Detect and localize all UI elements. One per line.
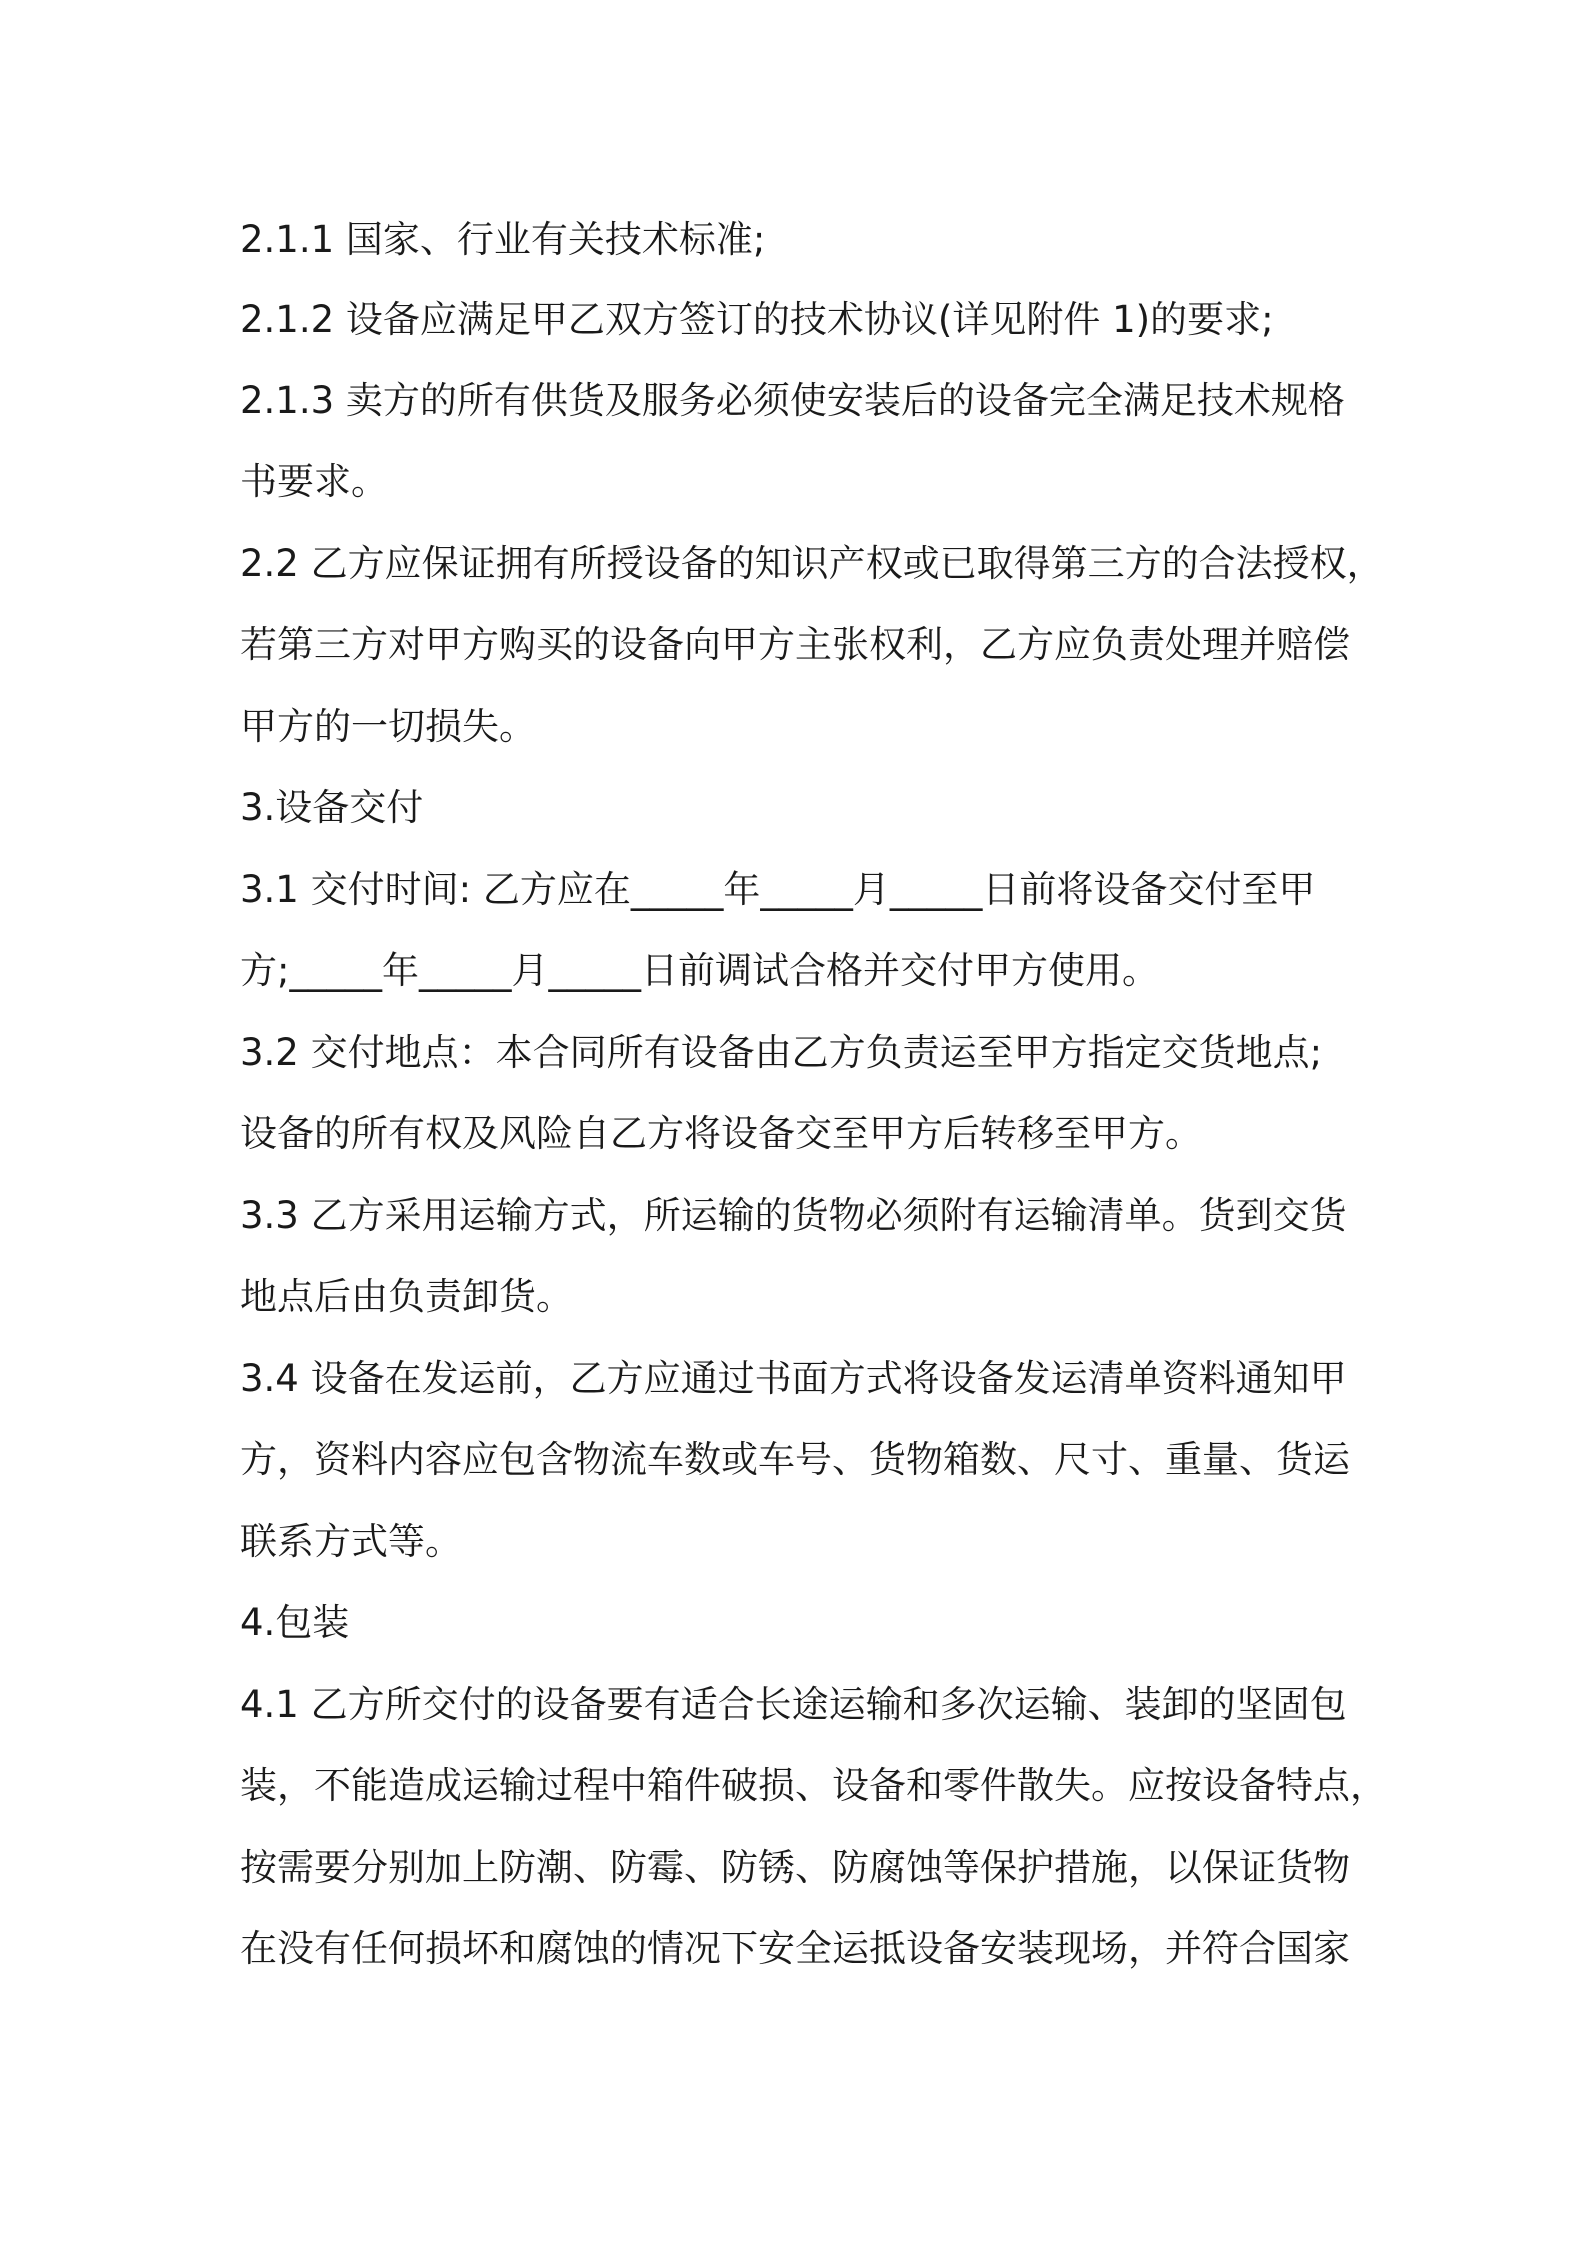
- clause-2-1-2: 2.1.2 设备应满足甲乙双方签订的技术协议(详见附件 1)的要求;: [240, 298, 1274, 341]
- section-4-heading: 4.包装: [240, 1601, 350, 1644]
- clause-3-4-line-3: 联系方式等。: [240, 1520, 462, 1563]
- clause-3-2-line-1: 3.2 交付地点：本合同所有设备由乙方负责运至甲方指定交货地点;: [240, 1031, 1323, 1074]
- clause-2-2-line-3: 甲方的一切损失。: [240, 705, 536, 748]
- clause-4-1-line-4: 在没有任何损坏和腐蚀的情况下安全运抵设备安装现场，并符合国家: [240, 1927, 1350, 1970]
- clause-4-1-line-2: 装，不能造成运输过程中箱件破损、设备和零件散失。应按设备特点，: [240, 1764, 1387, 1807]
- clause-3-2-line-2: 设备的所有权及风险自乙方将设备交至甲方后转移至甲方。: [240, 1112, 1202, 1155]
- clause-4-1-line-3: 按需要分别加上防潮、防霉、防锈、防腐蚀等保护措施，以保证货物: [240, 1846, 1350, 1889]
- clause-3-1-line-1: 3.1 交付时间: 乙方应在_____年_____月_____日前将设备交付至甲: [240, 868, 1316, 911]
- clause-3-4-line-1: 3.4 设备在发运前，乙方应通过书面方式将设备发运清单资料通知甲: [240, 1357, 1347, 1400]
- clause-2-1-1: 2.1.1 国家、行业有关技术标准;: [240, 218, 766, 261]
- clause-3-3-line-2: 地点后由负责卸货。: [240, 1275, 573, 1318]
- clause-2-2-line-2: 若第三方对甲方购买的设备向甲方主张权利，乙方应负责处理并赔偿: [240, 623, 1350, 666]
- clause-2-1-3-line-2: 书要求。: [240, 460, 388, 503]
- clause-2-1-3-line-1: 2.1.3 卖方的所有供货及服务必须使安装后的设备完全满足技术规格: [240, 379, 1345, 422]
- clause-3-1-line-2: 方;_____年_____月_____日前调试合格并交付甲方使用。: [240, 949, 1159, 992]
- clause-4-1-line-1: 4.1 乙方所交付的设备要有适合长途运输和多次运输、装卸的坚固包: [240, 1683, 1347, 1726]
- section-3-heading: 3.设备交付: [240, 786, 424, 829]
- clause-2-2-line-1: 2.2 乙方应保证拥有所授设备的知识产权或已取得第三方的合法授权，: [240, 542, 1384, 585]
- clause-3-3-line-1: 3.3 乙方采用运输方式，所运输的货物必须附有运输清单。货到交货: [240, 1194, 1347, 1237]
- clause-3-4-line-2: 方，资料内容应包含物流车数或车号、货物箱数、尺寸、重量、货运: [240, 1438, 1350, 1481]
